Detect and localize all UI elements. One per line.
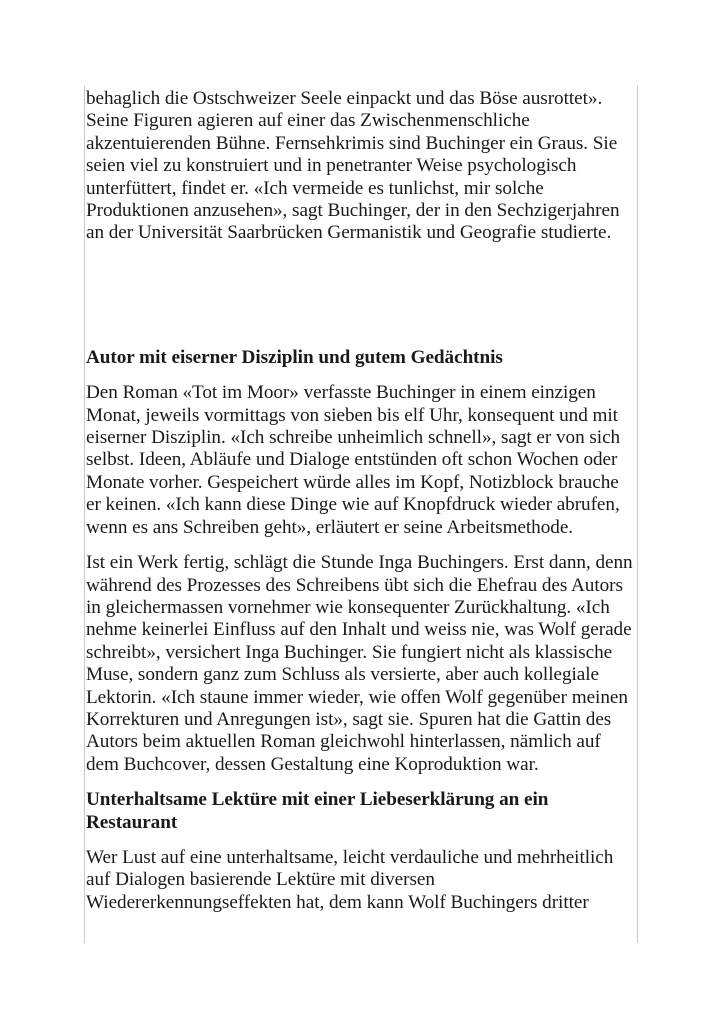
intro-paragraph: behaglich die Ostschweizer Seele einpackt und das Böse ausrottet». Seine Figuren agieren auf einer das Zwischenmenschliche akzentuierenden Bühne. Fernsehkrimis sind Buchinger ein Graus. Sie seien viel zu konstruiert und in penetranter Weise psychologisch unterfüttert, findet er. «Ich vermeide es tunlichst, mir solche Produktionen anzusehen», sagt Buchinger, der in den Sechzigerjahren an der Universität Saarbrücken Germanistik und Geografie studierte. xyxy=(86,88,620,244)
document-body xyxy=(86,88,638,914)
blank-space xyxy=(86,245,638,347)
section-heading-unterhaltsame: Unterhaltsame Lektüre mit einer Liebeserklärung an ein Restaurant xyxy=(86,789,549,833)
paragraph-roman: Den Roman «Tot im Moor» verfasste Buchinger in einem einzigen Monat, jeweils vormittags von sieben bis elf Uhr, konsequent und mit eiserner Disziplin. «Ich schreibe unheimlich schnell», sagt er von sich selbst. Ideen, Abläufe und Dialoge entstünden oft schon Wochen oder Monate vorher. Gespeichert würde alles im Kopf, Notizblock brauche er keinen. «Ich kann diese Dinge wie auf Knopfdruck wieder abrufen, wenn es ans Schreiben geht», erläutert er seine Arbeitsmethode. xyxy=(86,382,621,538)
paragraph-werk: Ist ein Werk fertig, schlägt die Stunde Inga Buchingers. Erst dann, denn während des Prozesses des Schreibens übt sich die Ehefrau des Autors in gleichermassen vornehmer wie konsequenter Zurückhaltung. «Ich nehme keinerlei Einfluss auf den Inhalt und weiss nie, was Wolf gerade schreibt», versichert Inga Buchinger. Sie fungiert nicht als klassische Muse, sondern ganz zum Schluss als versierte, aber auch kollegiale Lektorin. «Ich staune immer wieder, wie offen Wolf gegenüber meinen Korrekturen und Anregungen ist», sagt sie. Spuren hat die Gattin des Autors beim aktuellen Roman gleichwohl hinterlassen, nämlich auf dem Buchcover, dessen Gestaltung eine Koproduktion war. xyxy=(86,552,633,775)
paragraph-wer-lust: Wer Lust auf eine unterhaltsame, leicht verdauliche und mehrheitlich auf Dialogen basierende Lektüre mit diversen Wiedererkennungseffekten hat, dem kann Wolf Buchingers dritter xyxy=(86,846,614,913)
section-heading-autor: Autor mit eiserner Disziplin und gutem Gedächtnis xyxy=(86,346,503,368)
